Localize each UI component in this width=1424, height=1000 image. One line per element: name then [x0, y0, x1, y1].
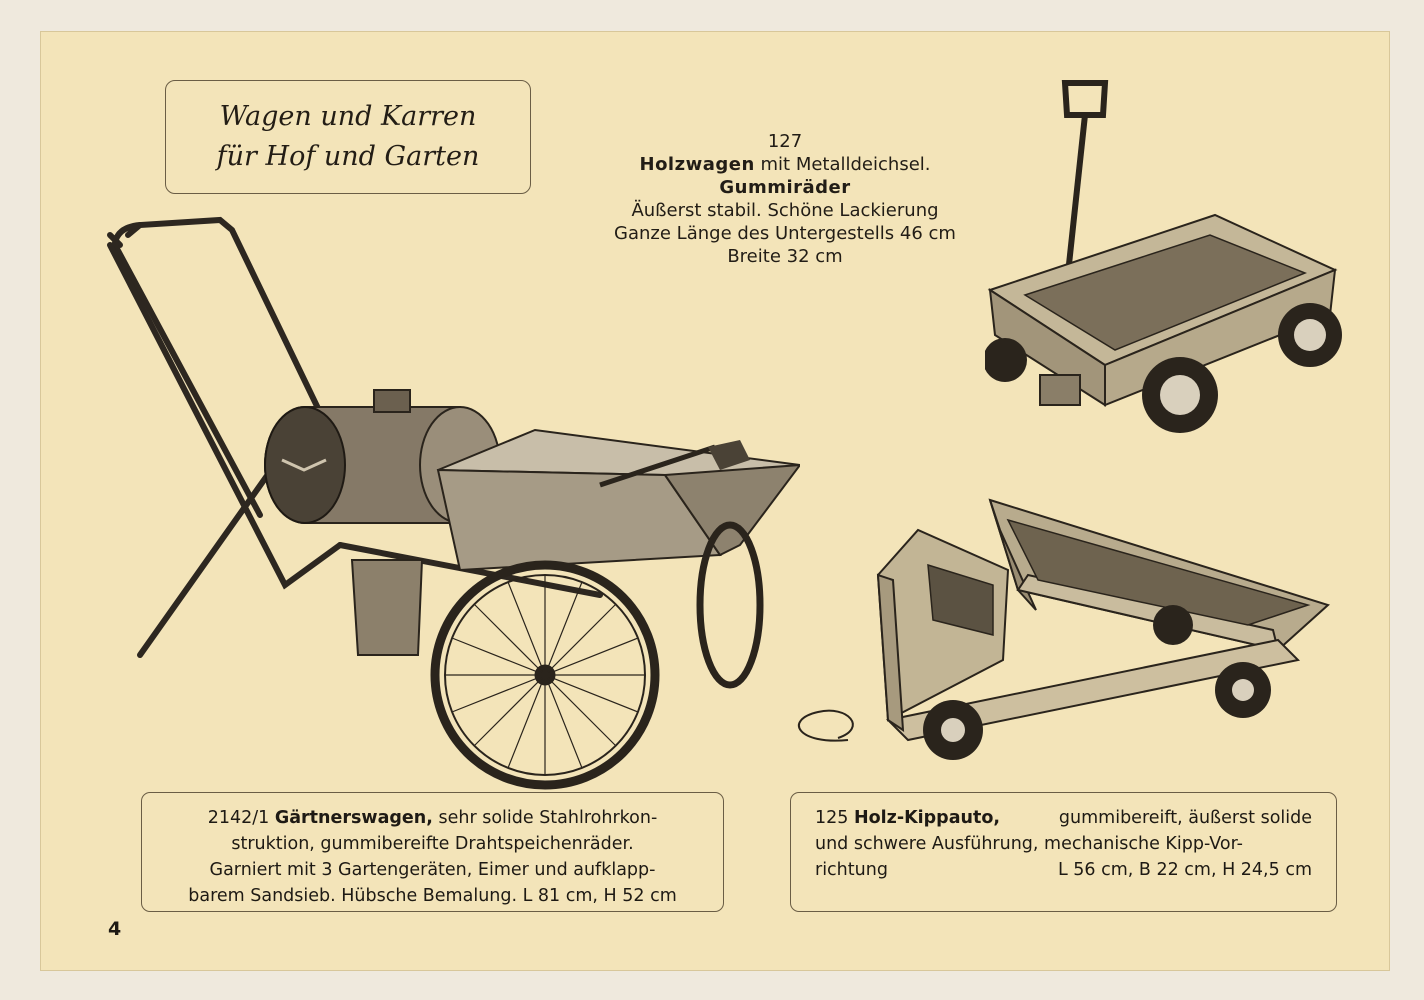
item-2142-line-3: Garniert mit 3 Gartengeräten, Eimer und aufklapp- — [209, 860, 656, 880]
item-127-name-rest: mit Metalldeichsel. — [760, 154, 931, 175]
item-2142-name: Gärtnerswagen, — [274, 808, 433, 828]
tipper-truck-illustration — [778, 490, 1338, 780]
item-125-line-2: und schwere Ausführung, mechanische Kipp-Vor- — [815, 834, 1243, 854]
gardener-cart-illustration — [100, 215, 800, 795]
item-127-feature: Gummiräder — [719, 177, 851, 198]
item-125-name: Holz-Kippauto, — [853, 808, 1001, 828]
heading-box — [165, 80, 531, 194]
caption-2142 — [141, 792, 724, 912]
cart-tray-shape — [438, 430, 800, 570]
item-127-line-3: Äußerst stabil. Schöne Lackierung — [631, 200, 939, 221]
item-127-name: Holzwagen — [639, 154, 755, 175]
item-127-line-5: Breite 32 cm — [727, 246, 843, 267]
item-2142-line-2: struktion, gummibereifte Drahtspeichenräder. — [231, 834, 634, 854]
item-125-line-3-left: richtung — [815, 860, 888, 880]
item-127-number: 127 — [767, 131, 803, 152]
item-125-number: 125 — [815, 808, 849, 828]
item-125-line-3-right: L 56 cm, B 22 cm, H 24,5 cm — [1057, 860, 1312, 880]
heading-line-1: Wagen und Karren — [219, 101, 477, 132]
item-2142-line-1: sehr solide Stahlrohrkon- — [438, 808, 658, 828]
item-2142-line-4: barem Sandsieb. Hübsche Bemalung. L 81 cm, H 52 cm — [188, 886, 677, 906]
page-number: 4 — [108, 918, 122, 940]
wooden-wagon-illustration — [985, 75, 1345, 445]
item-125-line-1: gummibereift, äußerst solide — [1058, 808, 1312, 828]
item-2142-number: 2142/1 — [207, 808, 270, 828]
heading-line-2: für Hof und Garten — [216, 141, 480, 172]
caption-125 — [790, 792, 1337, 912]
item-127-line-4: Ganze Länge des Untergestells 46 cm — [614, 223, 956, 244]
